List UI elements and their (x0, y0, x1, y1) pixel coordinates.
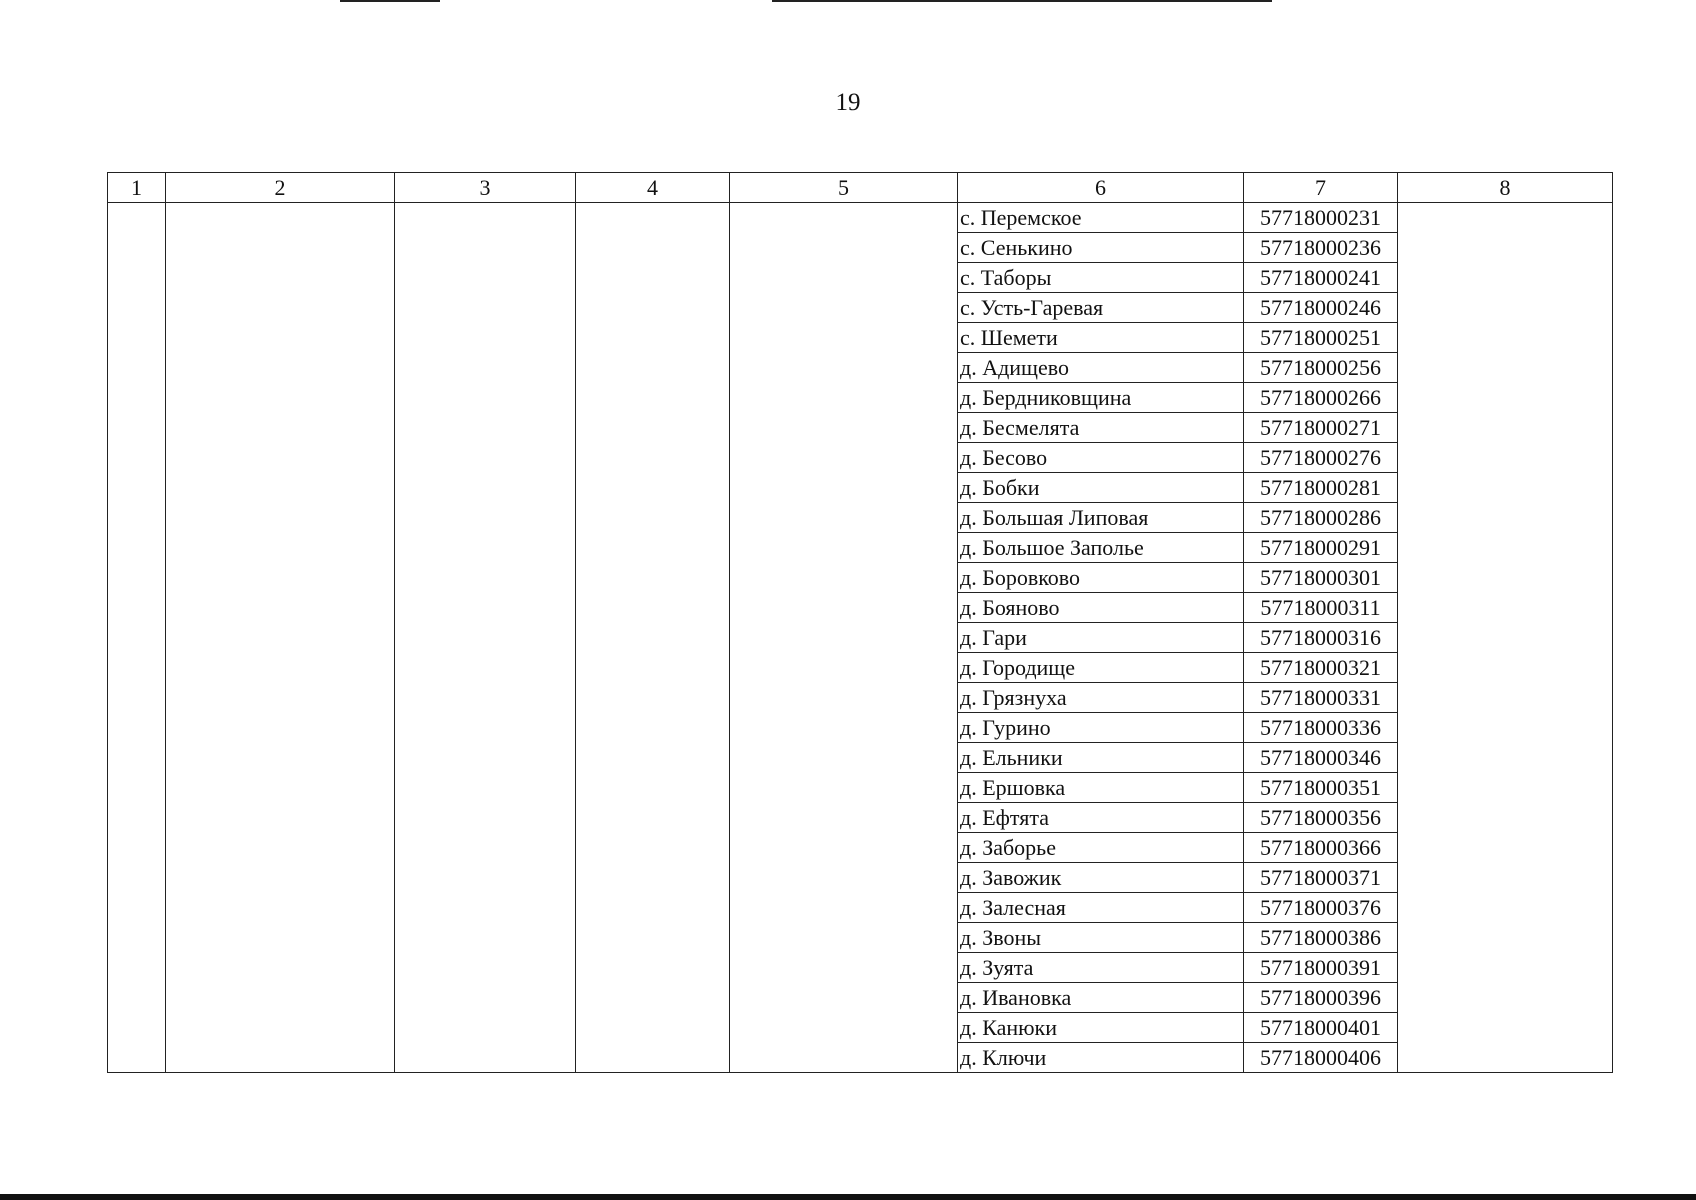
table-body (108, 173, 1613, 1073)
oktmo-code-cell: 57718000231 (1244, 203, 1398, 233)
oktmo-code-cell: 57718000251 (1244, 323, 1398, 353)
column-header: 5 (730, 173, 958, 203)
settlement-name-cell: д. Городище (958, 653, 1244, 683)
scan-edge-mark (340, 0, 440, 2)
empty-column-cell (395, 203, 576, 1073)
page-number: 19 (835, 89, 861, 116)
settlement-name-cell: д. Ефтята (958, 803, 1244, 833)
settlement-name-cell: д. Гари (958, 623, 1244, 653)
oktmo-code-cell: 57718000371 (1244, 863, 1398, 893)
header-row (108, 173, 1613, 203)
settlement-name-cell: д. Грязнуха (958, 683, 1244, 713)
column-header: 2 (166, 173, 395, 203)
oktmo-code-cell: 57718000321 (1244, 653, 1398, 683)
settlement-name-cell: д. Бобки (958, 473, 1244, 503)
column-header: 1 (108, 173, 166, 203)
scan-bottom-edge (0, 1194, 1696, 1200)
empty-column-cell (1398, 203, 1613, 1073)
oktmo-code-cell: 57718000266 (1244, 383, 1398, 413)
settlement-name-cell: д. Боровково (958, 563, 1244, 593)
empty-column-cell (108, 203, 166, 1073)
oktmo-code-cell: 57718000356 (1244, 803, 1398, 833)
oktmo-code-cell: 57718000246 (1244, 293, 1398, 323)
oktmo-code-cell: 57718000401 (1244, 1013, 1398, 1043)
oktmo-code-cell: 57718000256 (1244, 353, 1398, 383)
data-table (107, 172, 1613, 1073)
oktmo-code-cell: 57718000386 (1244, 923, 1398, 953)
oktmo-code-cell: 57718000281 (1244, 473, 1398, 503)
settlement-name-cell: д. Большое Заполье (958, 533, 1244, 563)
oktmo-code-cell: 57718000271 (1244, 413, 1398, 443)
oktmo-code-cell: 57718000376 (1244, 893, 1398, 923)
settlement-name-cell: с. Таборы (958, 263, 1244, 293)
oktmo-code-cell: 57718000291 (1244, 533, 1398, 563)
oktmo-code-cell: 57718000336 (1244, 713, 1398, 743)
column-header: 4 (576, 173, 730, 203)
oktmo-code-cell: 57718000346 (1244, 743, 1398, 773)
scan-edge-mark (772, 0, 1272, 2)
settlement-name-cell: д. Завожик (958, 863, 1244, 893)
settlement-name-cell: д. Звоны (958, 923, 1244, 953)
oktmo-code-cell: 57718000391 (1244, 953, 1398, 983)
oktmo-code-cell: 57718000301 (1244, 563, 1398, 593)
settlement-name-cell: д. Заборье (958, 833, 1244, 863)
empty-column-cell (166, 203, 395, 1073)
settlement-name-cell: д. Гурино (958, 713, 1244, 743)
settlement-name-cell: д. Зуята (958, 953, 1244, 983)
column-header: 8 (1398, 173, 1613, 203)
settlement-name-cell: д. Ивановка (958, 983, 1244, 1013)
settlement-name-cell: с. Сенькино (958, 233, 1244, 263)
settlement-name-cell: с. Перемское (958, 203, 1244, 233)
settlement-name-cell: д. Залесная (958, 893, 1244, 923)
settlement-name-cell: д. Бояново (958, 593, 1244, 623)
empty-column-cell (576, 203, 730, 1073)
settlement-name-cell: д. Бесмелята (958, 413, 1244, 443)
oktmo-code-cell: 57718000236 (1244, 233, 1398, 263)
column-header: 7 (1244, 173, 1398, 203)
oktmo-code-cell: 57718000351 (1244, 773, 1398, 803)
settlement-name-cell: д. Ельники (958, 743, 1244, 773)
settlement-name-cell: д. Ершовка (958, 773, 1244, 803)
table-row (108, 203, 1613, 233)
empty-column-cell (730, 203, 958, 1073)
oktmo-code-cell: 57718000286 (1244, 503, 1398, 533)
settlement-name-cell: д. Канюки (958, 1013, 1244, 1043)
oktmo-code-cell: 57718000366 (1244, 833, 1398, 863)
settlement-name-cell: д. Бесово (958, 443, 1244, 473)
settlement-name-cell: д. Большая Липовая (958, 503, 1244, 533)
settlement-name-cell: д. Бердниковщина (958, 383, 1244, 413)
oktmo-code-cell: 57718000311 (1244, 593, 1398, 623)
oktmo-code-cell: 57718000316 (1244, 623, 1398, 653)
oktmo-code-cell: 57718000241 (1244, 263, 1398, 293)
settlement-name-cell: д. Адищево (958, 353, 1244, 383)
settlement-name-cell: с. Усть-Гаревая (958, 293, 1244, 323)
oktmo-code-cell: 57718000396 (1244, 983, 1398, 1013)
oktmo-code-cell: 57718000276 (1244, 443, 1398, 473)
oktmo-code-cell: 57718000406 (1244, 1043, 1398, 1073)
column-header: 3 (395, 173, 576, 203)
settlement-name-cell: д. Ключи (958, 1043, 1244, 1073)
settlement-name-cell: с. Шемети (958, 323, 1244, 353)
column-header: 6 (958, 173, 1244, 203)
oktmo-code-cell: 57718000331 (1244, 683, 1398, 713)
